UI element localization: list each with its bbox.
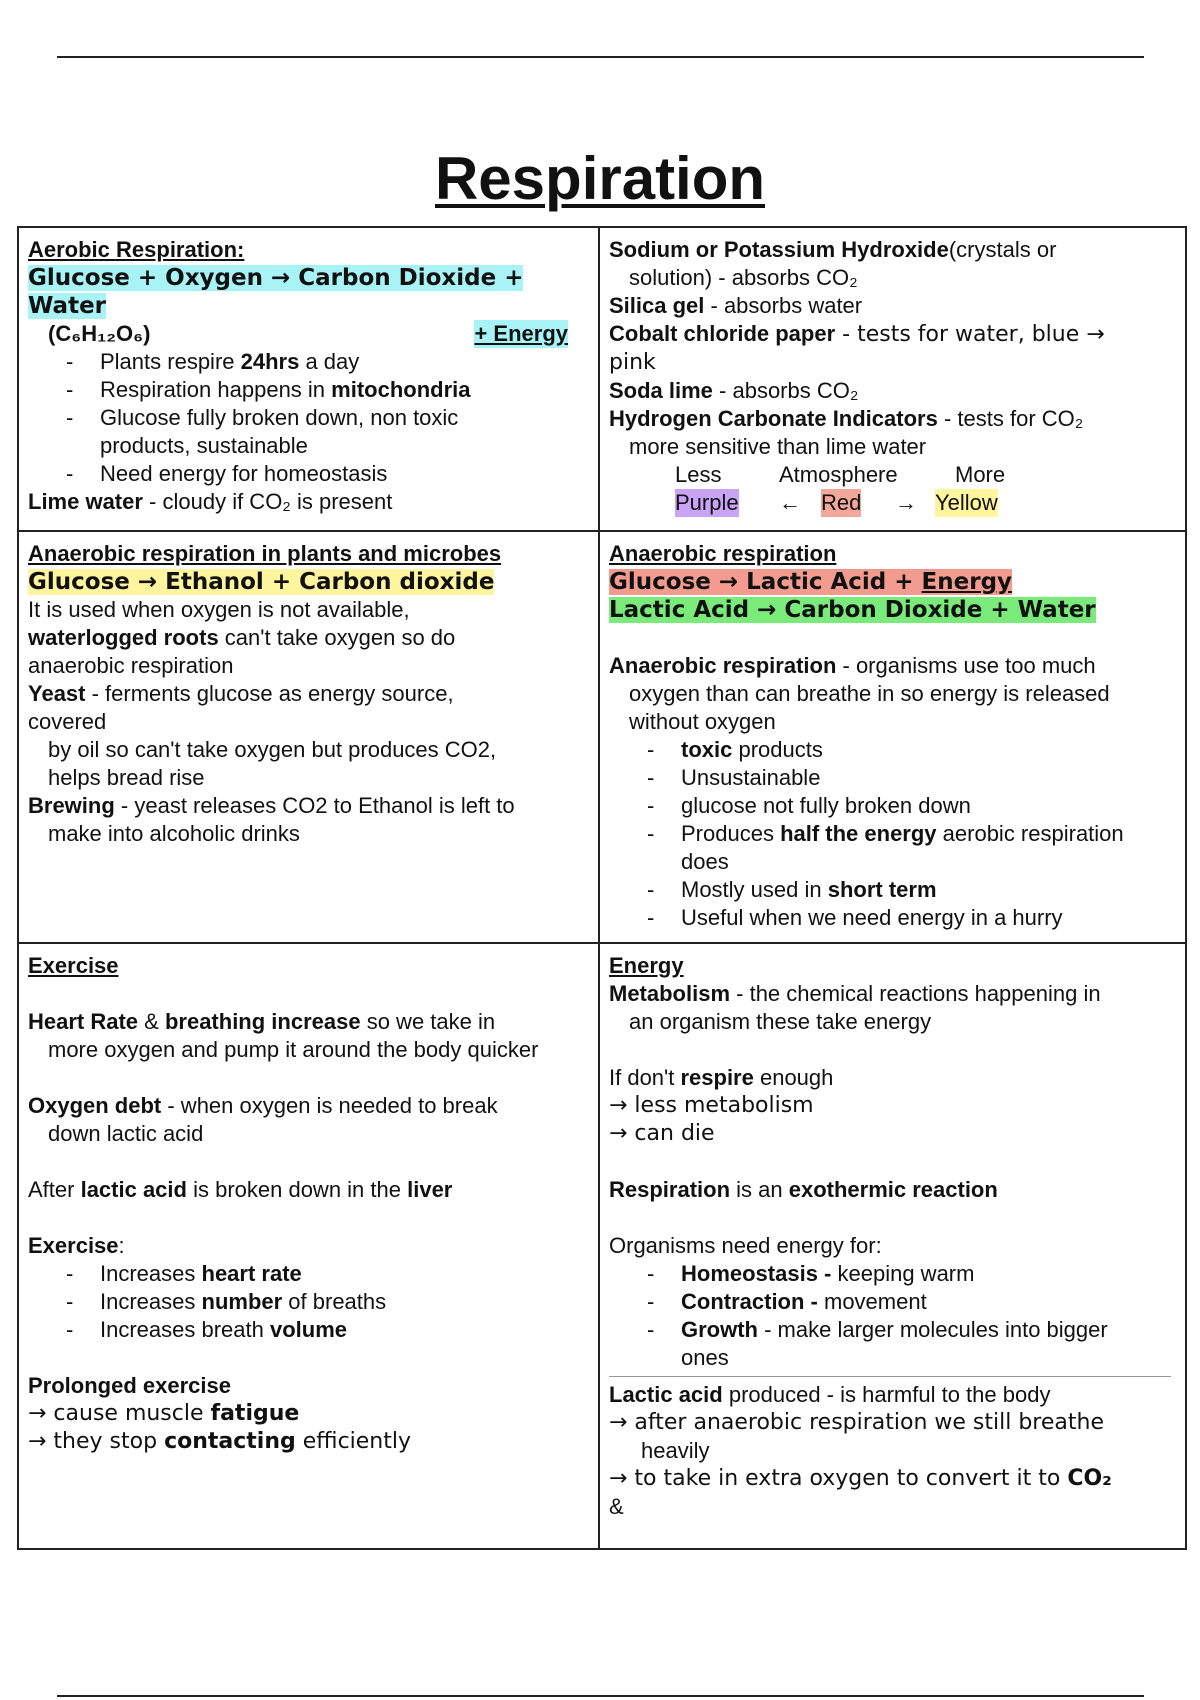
list-item: - toxic products [647,736,1177,764]
text-line: is broken down in the [186,1177,408,1202]
text-line: - when oxygen is needed to break [161,1093,498,1118]
text-line: an organism these take energy [629,1009,932,1034]
exothermic-label: exothermic reaction [788,1177,998,1202]
anaerobic-plants-cell [19,532,599,942]
lime-water-text: - cloudy if CO₂ is present [142,489,393,514]
more-label: More [955,462,1006,487]
exercise-heading: Exercise [28,953,119,978]
list-item: - Increases number of breaths [66,1288,589,1316]
text-line: After [28,1177,81,1202]
soda-lime-label: Soda lime [609,378,713,403]
less-label: Less [675,462,722,487]
waterlogged-label: waterlogged roots [28,625,219,650]
atmosphere-label: Atmosphere [779,462,898,487]
text-line: - yeast releases CO2 to Ethanol is left to [114,793,515,818]
yellow-swatch: Yellow [935,490,998,515]
energy-bullets [609,1260,1177,1372]
oxygen-debt-label: Oxygen debt [28,1093,162,1118]
text-line: can't take oxygen so do [218,625,456,650]
heart-rate-label: Heart Rate [28,1009,139,1034]
list-item: - Glucose fully broken down, non toxic [66,404,589,432]
text-line: → less metabolism [609,1093,814,1118]
anaerobic-definition-label: Anaerobic respiration [609,653,837,678]
co2-label: CO₂ [1067,1466,1112,1491]
text-line: more oxygen and pump it around the body quicker [48,1037,539,1062]
list-item-cont: ones [681,1345,729,1370]
text-line: - organisms use too much [836,653,1096,678]
contacting-label: contacting [164,1429,296,1454]
list-item-cont: does [681,849,729,874]
text-line: down lactic acid [48,1121,204,1146]
lime-water-label: Lime water [28,489,143,514]
list-item: - Produces half the energy aerobic respiration [647,820,1177,848]
text-line: → after anaerobic respiration we still breathe [609,1410,1104,1435]
aerobic-cell [19,228,599,530]
energy-label: + Energy [474,321,568,346]
text-line: so we take in [360,1009,496,1034]
text-line: → to take in extra oxygen to convert it to [609,1466,1068,1491]
list-item: - Plants respire 24hrs a day [66,348,589,376]
anaerobic-plants-heading: Anaerobic respiration in plants and microbes [28,541,502,566]
exercise-cell [19,944,599,1550]
text-line: efficiently [295,1429,412,1454]
lactic-acid-label: lactic acid [80,1177,187,1202]
metabolism-label: Metabolism [609,981,731,1006]
respiration-label: Respiration [609,1177,731,1202]
silica-text: - absorbs water [704,293,863,318]
exercise-bullets [28,1260,589,1344]
text-line: & [609,1494,624,1519]
energy-heading: Energy [609,953,684,978]
aerobic-heading: Aerobic Respiration: [28,237,245,262]
list-item: - Increases heart rate [66,1260,589,1288]
hydroxide-text: (crystals or [948,237,1057,262]
text-line: : [118,1233,125,1258]
list-item: - Homeostasis - keeping warm [647,1260,1177,1288]
exercise-effects-label: Exercise [28,1233,119,1258]
anaerobic-heading: Anaerobic respiration [609,541,837,566]
page-title: Respiration [434,145,766,212]
arrow-left-icon: ← [779,490,801,515]
soda-lime-text: - absorbs CO₂ [712,378,859,403]
indicator-scale-colors [609,489,1177,517]
silica-label: Silica gel [609,293,705,318]
list-item-cont: products, sustainable [100,433,308,458]
lactic-equation-energy: Energy [921,569,1013,595]
red-swatch: Red [821,490,862,515]
text-line: → they stop [28,1429,165,1454]
indicator-text: - tests for CO₂ [937,406,1084,431]
list-item: - Respiration happens in mitochondria [66,376,589,404]
list-item: - glucose not fully broken down [647,792,1177,820]
aerobic-bullets [28,348,589,488]
anaerobic-bullets [609,736,1177,932]
notes-grid [17,226,1187,1550]
text-line: is an [730,1177,789,1202]
text-line: oxygen than can breathe in so energy is released [629,681,1110,706]
bottom-rule [57,1695,1144,1697]
aerobic-equation-cont: Water [28,293,107,319]
indicator-scale-labels [609,461,1177,489]
breathing-label: breathing increase [164,1009,361,1034]
lactic-breakdown-equation: Lactic Acid → Carbon Dioxide + Water [609,597,1096,623]
indicator-text-cont: more sensitive than lime water [629,434,927,459]
text-line: heavily [641,1438,710,1463]
cobalt-label: Cobalt chloride paper [609,321,836,346]
lactic-equation: Glucose → Lactic Acid + [609,569,922,595]
text-line: make into alcoholic drinks [48,821,300,846]
list-item: - Useful when we need energy in a hurry [647,904,1177,932]
text-line: - the chemical reactions happening in [730,981,1101,1006]
hydroxide-text-cont: solution) - absorbs CO₂ [629,265,858,290]
chemicals-cell [600,228,1187,530]
ethanol-equation: Glucose → Ethanol + Carbon dioxide [28,569,495,595]
lactic-acid-label: Lactic acid [609,1382,723,1407]
purple-swatch: Purple [675,490,739,515]
text-line: If don't [609,1065,681,1090]
brewing-label: Brewing [28,793,115,818]
text-line: → cause muscle [28,1401,211,1426]
list-item: - Growth - make larger molecules into bigger [647,1316,1177,1344]
text-line: anaerobic respiration [28,653,234,678]
text-line: Organisms need energy for: [609,1233,882,1258]
list-item: - Unsustainable [647,764,1177,792]
list-item: - Need energy for homeostasis [66,460,589,488]
hydroxide-label: Sodium or Potassium Hydroxide [609,237,949,262]
text-line: without oxygen [629,709,776,734]
text-line: → can die [609,1121,715,1146]
text-line: covered [28,709,107,734]
prolonged-exercise-label: Prolonged exercise [28,1373,231,1398]
text-line: by oil so can't take oxygen but produces CO2, [48,737,497,762]
cobalt-text-cont: pink [609,350,656,375]
anaerobic-cell [600,532,1187,942]
text-line: & [138,1009,165,1034]
list-item: - Mostly used in short term [647,876,1177,904]
respire-label: respire [680,1065,754,1090]
text-line: It is used when oxygen is not available, [28,597,410,622]
top-rule [57,56,1144,58]
aerobic-equation: Glucose + Oxygen → Carbon Dioxide + [28,265,524,291]
section-divider [609,1376,1171,1377]
arrow-right-icon: → [895,490,917,515]
list-item: - Contraction - movement [647,1288,1177,1316]
fatigue-label: fatigue [210,1401,300,1426]
text-line: helps bread rise [48,765,205,790]
list-item: - Increases breath volume [66,1316,589,1344]
indicator-label: Hydrogen Carbonate Indicators [609,406,938,431]
text-line: enough [753,1065,834,1090]
liver-label: liver [407,1177,453,1202]
glucose-formula: (C₆H₁₂O₆) [48,321,151,346]
yeast-label: Yeast [28,681,86,706]
cobalt-text: - tests for water, blue → [835,322,1105,347]
energy-cell [600,944,1187,1550]
text-line: produced - is harmful to the body [722,1382,1051,1407]
text-line: - ferments glucose as energy source, [85,681,454,706]
